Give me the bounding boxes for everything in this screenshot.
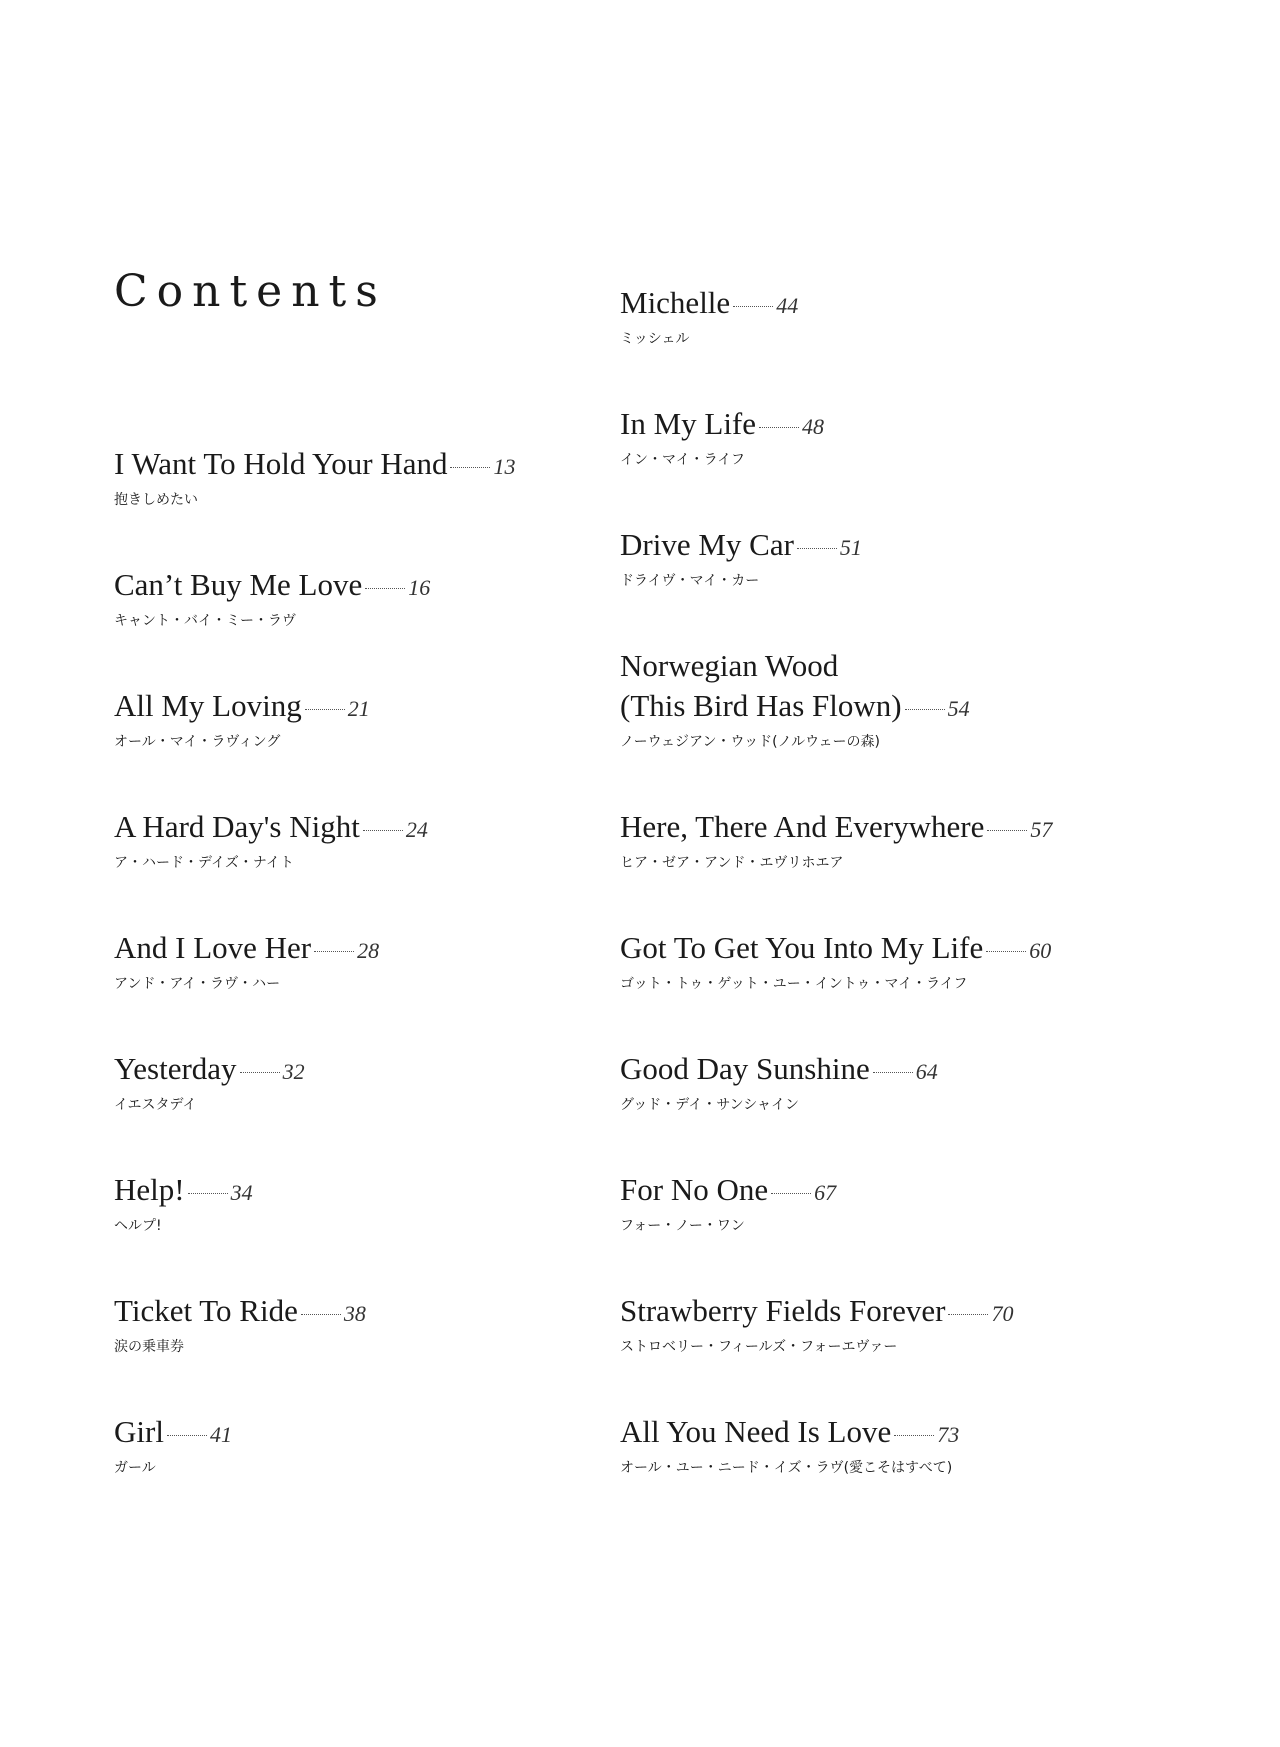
page-number: 38 xyxy=(343,1301,366,1326)
dot-leader xyxy=(450,467,490,468)
page-number: 64 xyxy=(915,1059,938,1084)
entry-title: In My Life xyxy=(620,406,757,441)
entry-title: Help! xyxy=(114,1172,185,1207)
toc-entry[interactable] xyxy=(114,1170,634,1236)
entry-title: (This Bird Has Flown) xyxy=(620,688,902,723)
entry-title: Strawberry Fields Forever xyxy=(620,1293,946,1328)
page-number: 21 xyxy=(347,696,370,721)
entry-subtitle: ストロベリー・フィールズ・フォーエヴァー xyxy=(620,1339,898,1355)
entry-title: Drive My Car xyxy=(620,527,794,562)
entry-subtitle: イン・マイ・ライフ xyxy=(620,452,745,468)
page-number: 28 xyxy=(357,938,380,963)
toc-entry[interactable] xyxy=(114,686,634,752)
page-number: 16 xyxy=(408,575,431,600)
entry-title: All My Loving xyxy=(114,688,302,723)
dot-leader xyxy=(305,709,345,710)
dot-leader xyxy=(363,830,403,831)
page-number: 44 xyxy=(776,293,799,318)
dot-leader xyxy=(771,1193,811,1194)
page-number: 24 xyxy=(405,817,428,842)
dot-leader xyxy=(167,1435,207,1436)
dot-leader xyxy=(759,427,799,428)
toc-entry[interactable] xyxy=(114,807,634,873)
toc-entry[interactable] xyxy=(620,525,1140,591)
page-title: Contents xyxy=(114,266,387,317)
dot-leader xyxy=(188,1193,228,1194)
dot-leader xyxy=(873,1072,913,1073)
dot-leader xyxy=(733,306,773,307)
entry-subtitle: ドライヴ・マイ・カー xyxy=(620,573,760,589)
dot-leader xyxy=(365,588,405,589)
page-number: 34 xyxy=(230,1180,253,1205)
entry-subtitle: ミッシェル xyxy=(620,331,690,347)
toc-entry[interactable] xyxy=(114,1412,634,1478)
toc-entry[interactable] xyxy=(620,1291,1140,1357)
page-number: 41 xyxy=(209,1422,232,1447)
entry-subtitle: グッド・デイ・サンシャイン xyxy=(620,1097,799,1113)
toc-entry[interactable] xyxy=(620,807,1140,873)
entry-title: And I Love Her xyxy=(114,930,312,965)
dot-leader xyxy=(301,1314,341,1315)
toc-entry[interactable] xyxy=(114,565,634,631)
entry-title: All You Need Is Love xyxy=(620,1414,892,1449)
dot-leader xyxy=(905,709,945,710)
entry-title: Ticket To Ride xyxy=(114,1293,298,1328)
dot-leader xyxy=(987,830,1027,831)
entry-subtitle: ゴット・トゥ・ゲット・ユー・イントゥ・マイ・ライフ xyxy=(620,976,968,992)
entry-subtitle: オール・ユー・ニード・イズ・ラヴ(愛こそはすべて) xyxy=(620,1460,953,1476)
entry-subtitle: ノーウェジアン・ウッド(ノルウェーの森) xyxy=(620,734,880,750)
dot-leader xyxy=(986,951,1026,952)
page-number: 51 xyxy=(839,535,862,560)
entry-title: Girl xyxy=(114,1414,164,1449)
dot-leader xyxy=(314,951,354,952)
page-number: 13 xyxy=(493,454,516,479)
toc-entry[interactable] xyxy=(114,1049,634,1115)
toc-entry[interactable] xyxy=(620,928,1140,994)
entry-title: Can’t Buy Me Love xyxy=(114,567,363,602)
entry-subtitle: ヘルプ! xyxy=(114,1218,162,1234)
dot-leader xyxy=(948,1314,988,1315)
entry-title-line1: Norwegian Wood xyxy=(620,648,839,683)
entry-subtitle: キャント・バイ・ミー・ラヴ xyxy=(114,613,296,629)
toc-entry[interactable] xyxy=(620,1170,1140,1236)
entry-title: Here, There And Everywhere xyxy=(620,809,985,844)
toc-entry[interactable] xyxy=(620,404,1140,470)
entry-title: For No One xyxy=(620,1172,769,1207)
entry-subtitle: ガール xyxy=(114,1460,156,1476)
entry-subtitle: ア・ハード・デイズ・ナイト xyxy=(114,855,294,871)
page-number: 48 xyxy=(802,414,825,439)
page-number: 54 xyxy=(947,696,970,721)
page-number: 32 xyxy=(282,1059,305,1084)
page-number: 67 xyxy=(814,1180,837,1205)
entry-subtitle: ヒア・ゼア・アンド・エヴリホエア xyxy=(620,855,844,871)
entry-subtitle: フォー・ノー・ワン xyxy=(620,1218,745,1234)
page-number: 57 xyxy=(1030,817,1053,842)
entry-title: Yesterday xyxy=(114,1051,237,1086)
dot-leader xyxy=(894,1435,934,1436)
toc-entry[interactable] xyxy=(620,1412,1140,1478)
entry-title: I Want To Hold Your Hand xyxy=(114,446,448,481)
entry-subtitle: アンド・アイ・ラヴ・ハー xyxy=(114,976,281,992)
entry-subtitle: オール・マイ・ラヴィング xyxy=(114,734,281,750)
entry-title: Got To Get You Into My Life xyxy=(620,930,984,965)
entry-title: Michelle xyxy=(620,285,731,320)
page-number: 60 xyxy=(1029,938,1052,963)
toc-entry[interactable] xyxy=(620,646,1140,752)
toc-entry[interactable] xyxy=(114,1291,634,1357)
entry-subtitle: 抱きしめたい xyxy=(114,492,198,508)
toc-entry[interactable] xyxy=(620,1049,1140,1115)
dot-leader xyxy=(797,548,837,549)
entry-subtitle: 涙の乗車券 xyxy=(114,1339,184,1355)
page-number: 70 xyxy=(991,1301,1014,1326)
toc-entry[interactable] xyxy=(114,444,634,510)
toc-entry[interactable] xyxy=(620,283,1140,349)
entry-title: A Hard Day's Night xyxy=(114,809,360,844)
dot-leader xyxy=(240,1072,280,1073)
page-number: 73 xyxy=(937,1422,960,1447)
toc-entry[interactable] xyxy=(114,928,634,994)
entry-title: Good Day Sunshine xyxy=(620,1051,870,1086)
entry-subtitle: イエスタデイ xyxy=(114,1097,197,1113)
